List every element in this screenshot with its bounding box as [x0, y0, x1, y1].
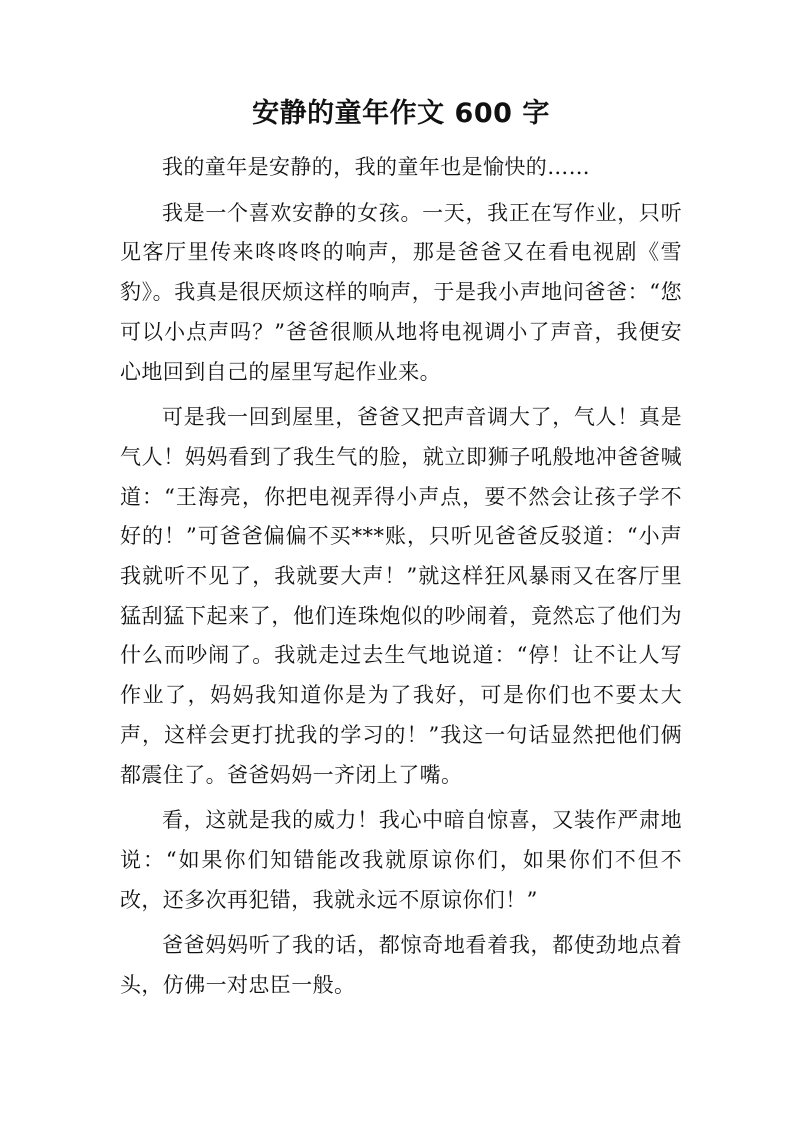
- document-body: [120, 148, 682, 1006]
- paragraph-1: 我的童年是安静的，我的童年也是愉快的……: [162, 155, 590, 179]
- document-title: 安静的童年作文 600 字: [252, 98, 550, 129]
- paragraph-2: 我是一个喜欢安静的女孩。一天，我正在写作业，只听见客厅里传来咚咚咚的响声，那是爸爸又在看电视剧《雪豹》。我真是很厌烦这样的响声，于是我小声地问爸爸：“您可以小点声吗？”爸爸很顺从地将电视调小了声音，我便安心地回到自己的屋里写起作业来。: [120, 200, 682, 384]
- paragraph-5: 爸爸妈妈听了我的话，都惊奇地看着我，都使劲地点着头，仿佛一对忠臣一般。: [120, 933, 682, 998]
- paragraph-4: 看，这就是我的威力！我心中暗自惊喜，又装作严肃地说：“如果你们知错能改我就原谅你们，如果你们不但不改，还多次再犯错，我就永远不原谅你们！”: [120, 808, 682, 912]
- paragraph-3: 可是我一回到屋里，爸爸又把声音调大了，气人！真是气人！妈妈看到了我生气的脸，就立即狮子吼般地冲爸爸喊道：“王海亮，你把电视弄得小声点，要不然会让孩子学不好的！”可爸爸偏偏不买***账，只听见爸爸反驳道：“小声我就听不见了，我就要大声！”就这样狂风暴雨又在客厅里猛刮猛下起来了，他们连珠炮似的吵闹着，竟然忘了他们为什么而吵闹了。我就走过去生气地说道：“停！让不让人写作业了，妈妈我知道你是为了我好，可是你们也不要太大声，这样会更打扰我的学习的！”我这一句话显然把他们俩都震住了。爸爸妈妈一齐闭上了嘴。: [120, 405, 682, 787]
